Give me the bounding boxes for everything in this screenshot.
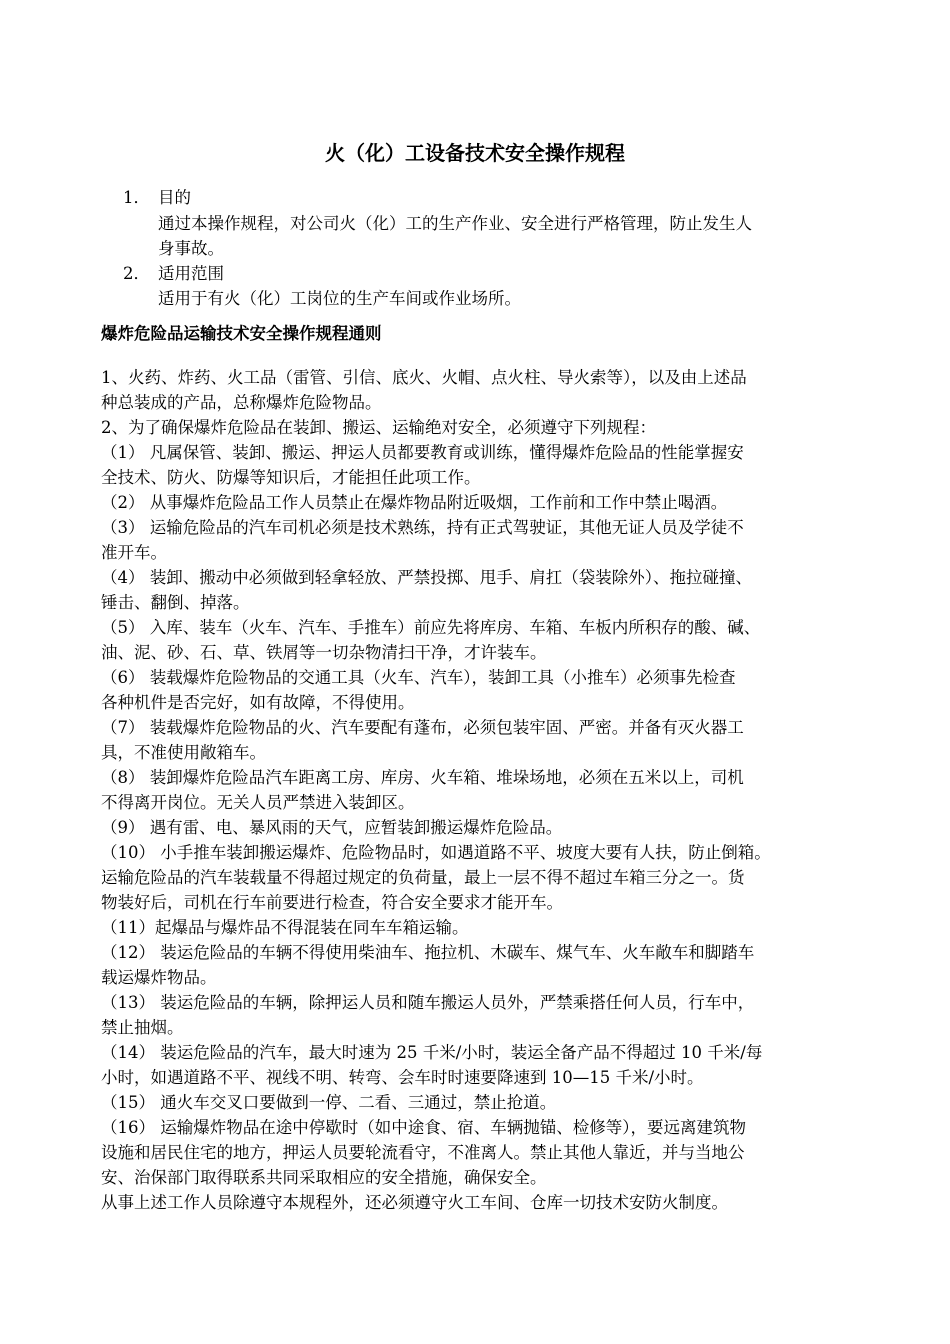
section-1-heading: 目的 <box>158 188 191 207</box>
body-line: （10） 小手推车装卸搬运爆炸、危险物品时，如遇道路不平、坡度大要有人扶，防止倒箱。 <box>101 843 771 862</box>
body-line: 油、泥、砂、石、草、铁屑等一切杂物清扫干净，才许装车。 <box>101 643 547 662</box>
body-line: 禁止抽烟。 <box>101 1018 184 1037</box>
section-1-text-line: 身事故。 <box>158 239 224 258</box>
body-line: （15） 通火车交叉口要做到一停、二看、三通过，禁止抢道。 <box>101 1093 557 1112</box>
body-line: 各种机件是否完好，如有故障，不得使用。 <box>101 693 415 712</box>
section-1-number: 1． <box>123 188 150 207</box>
body-line: 锤击、翻倒、掉落。 <box>101 593 250 612</box>
body-line: 种总装成的产品，总称爆炸危险物品。 <box>101 393 382 412</box>
section-2-number: 2． <box>123 264 150 283</box>
body-line: 1、火药、炸药、火工品（雷管、引信、底火、火帽、点火柱、导火索等），以及由上述品 <box>101 368 747 387</box>
body-line: （8） 装卸爆炸危险品汽车距离工房、库房、火车箱、堆垛场地，必须在五米以上，司机 <box>101 768 744 787</box>
body-line: （11）起爆品与爆炸品不得混装在同车车箱运输。 <box>101 918 469 937</box>
body-line: 小时，如遇道路不平、视线不明、转弯、会车时时速要降速到 10—15 千米/小时。 <box>101 1068 704 1087</box>
body-line: 物装好后，司机在行车前要进行检查，符合安全要求才能开车。 <box>101 893 563 912</box>
body-line: 具，不准使用敞箱车。 <box>101 743 266 762</box>
body-line: 全技术、防火、防爆等知识后，才能担任此项工作。 <box>101 468 481 487</box>
body-line: （9） 遇有雷、电、暴风雨的天气，应暂装卸搬运爆炸危险品。 <box>101 818 563 837</box>
body-line: （4） 装卸、搬动中必须做到轻拿轻放、严禁投掷、甩手、肩扛（袋装除外）、拖拉碰撞、 <box>101 568 752 587</box>
body-line: 准开车。 <box>101 543 167 562</box>
body-line: 运输危险品的汽车装载量不得超过规定的负荷量，最上一层不得不超过车箱三分之一。货 <box>101 868 745 887</box>
document-title: 火（化）工设备技术安全操作规程 <box>325 141 625 165</box>
body-line: （7） 装载爆炸危险物品的火、汽车要配有蓬布，必须包装牢固、严密。并备有灭火器工 <box>101 718 744 737</box>
body-line: （14） 装运危险品的汽车，最大时速为 25 千米/小时，装运全备产品不得超过 10 千米/每 <box>101 1043 763 1062</box>
subheading: 爆炸危险品运输技术安全操作规程通则 <box>101 324 382 343</box>
body-line: （16） 运输爆炸物品在途中停歇时（如中途食、宿、车辆抛锚、检修等），要远离建筑物 <box>101 1118 746 1137</box>
body-line: （1） 凡属保管、装卸、搬运、押运人员都要教育或训练，懂得爆炸危险品的性能掌握安 <box>101 443 744 462</box>
body-line: （3） 运输危险品的汽车司机必须是技术熟练，持有正式驾驶证，其他无证人员及学徒不 <box>101 518 744 537</box>
body-line: 载运爆炸物品。 <box>101 968 217 987</box>
body-line: （13） 装运危险品的车辆，除押运人员和随车搬运人员外，严禁乘搭任何人员，行车中， <box>101 993 755 1012</box>
section-2-text-line: 适用于有火（化）工岗位的生产车间或作业场所。 <box>158 289 521 308</box>
body-line: 设施和居民住宅的地方，押运人员要轮流看守，不准离人。禁止其他人靠近，并与当地公 <box>101 1143 745 1162</box>
body-line: 从事上述工作人员除遵守本规程外，还必须遵守火工车间、仓库一切技术安防火制度。 <box>101 1193 728 1212</box>
body-line: （12） 装运危险品的车辆不得使用柴油车、拖拉机、木碳车、煤气车、火车敞车和脚踏车 <box>101 943 755 962</box>
body-line: （5） 入库、装车（火车、汽车、手推车）前应先将库房、车箱、车板内所积存的酸、碱、 <box>101 618 761 637</box>
body-line: 不得离开岗位。无关人员严禁进入装卸区。 <box>101 793 415 812</box>
body-line: 2、为了确保爆炸危险品在装卸、搬运、运输绝对安全，必须遵守下列规程： <box>101 418 656 437</box>
body-line: 安、治保部门取得联系共同采取相应的安全措施，确保安全。 <box>101 1168 547 1187</box>
body-line: （2） 从事爆炸危险品工作人员禁止在爆炸物品附近吸烟，工作前和工作中禁止喝酒。 <box>101 493 728 512</box>
section-2-heading: 适用范围 <box>158 264 224 283</box>
section-1-text-line: 通过本操作规程，对公司火（化）工的生产作业、安全进行严格管理，防止发生人 <box>158 214 752 233</box>
body-line: （6） 装载爆炸危险物品的交通工具（火车、汽车），装卸工具（小推车）必须事先检查 <box>101 668 736 687</box>
